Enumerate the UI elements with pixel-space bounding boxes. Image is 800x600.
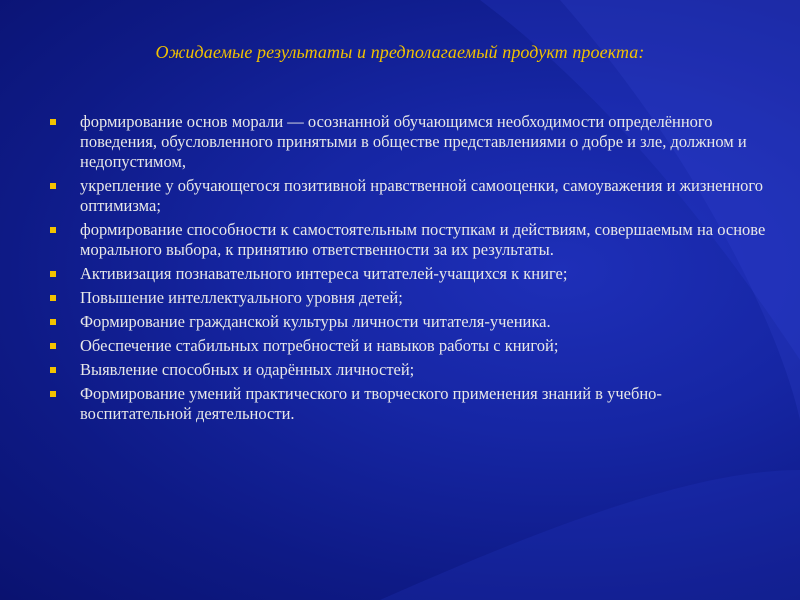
square-bullet-icon <box>50 319 56 325</box>
square-bullet-icon <box>50 183 56 189</box>
bullet-list <box>50 112 770 428</box>
bullet-text: Формирование умений практического и творческого применения знаний в учебно-воспитательной деятельности. <box>80 384 662 423</box>
list-item <box>50 360 770 380</box>
square-bullet-icon <box>50 227 56 233</box>
list-item <box>50 384 770 424</box>
square-bullet-icon <box>50 295 56 301</box>
list-item <box>50 288 770 308</box>
list-item <box>50 312 770 332</box>
bullet-text: укрепление у обучающегося позитивной нравственной самооценки, самоуважения и жизненного оптимизма; <box>80 176 764 215</box>
bullet-text: формирование основ морали — осознанной обучающимся необходимости определённого поведения, обусловленного принятыми в обществе представлениями о добре и зле, должном и недопустимом, <box>80 112 747 171</box>
bullet-text: Выявление способных и одарённых личностей; <box>80 360 415 379</box>
bullet-text: Активизация познавательного интереса читателей-учащихся к книге; <box>80 264 568 283</box>
bullet-text: Обеспечение стабильных потребностей и навыков работы с книгой; <box>80 336 559 355</box>
list-item <box>50 336 770 356</box>
bullet-text: формирование способности к самостоятельным поступкам и действиям, совершаемым на основе морального выбора, к принятию ответственности за их результаты. <box>80 220 766 259</box>
square-bullet-icon <box>50 343 56 349</box>
list-item <box>50 176 770 216</box>
list-item <box>50 112 770 172</box>
square-bullet-icon <box>50 391 56 397</box>
list-item <box>50 264 770 284</box>
square-bullet-icon <box>50 367 56 373</box>
slide-title: Ожидаемые результаты и предполагаемый продукт проекта: <box>155 42 645 62</box>
square-bullet-icon <box>50 119 56 125</box>
bullet-text: Формирование гражданской культуры личности читателя-ученика. <box>80 312 551 331</box>
list-item <box>50 220 770 260</box>
square-bullet-icon <box>50 271 56 277</box>
bullet-text: Повышение интеллектуального уровня детей; <box>80 288 403 307</box>
